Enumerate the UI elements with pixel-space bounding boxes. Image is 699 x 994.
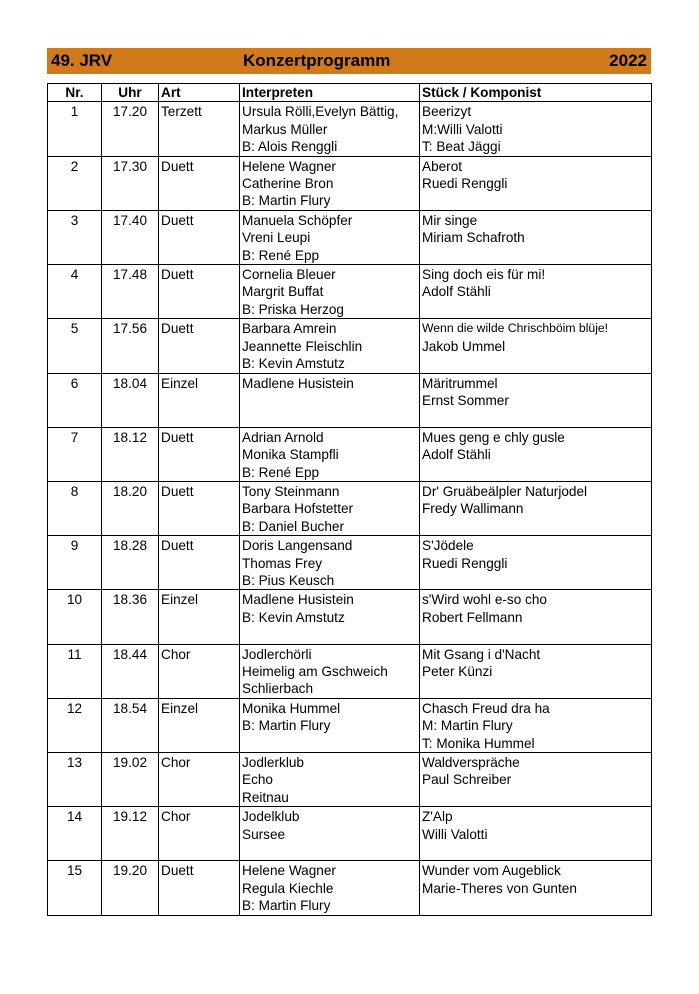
cell-art: Duett bbox=[159, 481, 240, 535]
interpreten-line: B: Kevin Amstutz bbox=[242, 609, 345, 625]
cell-uhr: 17.48 bbox=[102, 265, 159, 319]
cell-uhr: 18.12 bbox=[102, 427, 159, 481]
cell-nr: 15 bbox=[48, 861, 102, 915]
header-title: Konzertprogramm bbox=[243, 51, 391, 70]
cell-nr: 9 bbox=[48, 536, 102, 590]
cell-nr: 1 bbox=[48, 102, 102, 156]
cell-nr: 8 bbox=[48, 481, 102, 535]
cell-nr: 14 bbox=[48, 807, 102, 861]
cell-art: Duett bbox=[159, 210, 240, 264]
interpreten-line: Echo bbox=[242, 772, 273, 788]
stueck-line: Willi Valotti bbox=[422, 826, 488, 842]
interpreten-line: Barbara Hofstetter bbox=[242, 501, 354, 517]
interpreten-line: Jeannette Fleischlin bbox=[242, 338, 363, 354]
stueck-line: Miriam Schafroth bbox=[422, 230, 525, 246]
interpreten-line: Barbara Amrein bbox=[242, 321, 337, 337]
interpreten-line: Schlierbach bbox=[242, 681, 314, 697]
cell-nr: 10 bbox=[48, 590, 102, 644]
stueck-line: Marie-Theres von Gunten bbox=[422, 880, 577, 896]
cell-interpreten bbox=[240, 210, 420, 264]
cell-nr: 3 bbox=[48, 210, 102, 264]
table-row bbox=[48, 481, 652, 535]
table-header-row bbox=[48, 84, 652, 102]
cell-stueck bbox=[420, 644, 652, 698]
cell-art: Chor bbox=[159, 807, 240, 861]
interpreten-line: Ursula Rölli,Evelyn Bättig, bbox=[242, 104, 399, 120]
cell-interpreten bbox=[240, 698, 420, 752]
cell-uhr: 19.02 bbox=[102, 753, 159, 807]
cell-nr: 5 bbox=[48, 319, 102, 373]
stueck-line: Fredy Wallimann bbox=[422, 501, 524, 517]
cell-stueck bbox=[420, 210, 652, 264]
table-row bbox=[48, 753, 652, 807]
interpreten-line: Reitnau bbox=[242, 789, 289, 805]
stueck-line: Ernst Sommer bbox=[422, 392, 509, 408]
stueck-line: Adolf Stähli bbox=[422, 447, 491, 463]
stueck-line: Wenn die wilde Chrischböim blüje! bbox=[422, 321, 609, 336]
stueck-line: Chasch Freud dra ha bbox=[422, 700, 550, 716]
interpreten-line: Monika Hummel bbox=[242, 700, 341, 716]
cell-interpreten bbox=[240, 753, 420, 807]
cell-art: Einzel bbox=[159, 373, 240, 427]
cell-uhr: 18.04 bbox=[102, 373, 159, 427]
cell-interpreten bbox=[240, 807, 420, 861]
cell-stueck bbox=[420, 481, 652, 535]
table-row bbox=[48, 536, 652, 590]
interpreten-line: B: René Epp bbox=[242, 247, 320, 263]
col-header-art: Art bbox=[159, 84, 240, 102]
cell-interpreten bbox=[240, 265, 420, 319]
stueck-line bbox=[422, 680, 649, 697]
interpreten-line: Helene Wagner bbox=[242, 863, 336, 879]
stueck-line: Ruedi Renggli bbox=[422, 176, 508, 192]
cell-uhr: 18.36 bbox=[102, 590, 159, 644]
stueck-line: T: Beat Jäggi bbox=[422, 139, 501, 155]
cell-nr: 6 bbox=[48, 373, 102, 427]
cell-art: Chor bbox=[159, 644, 240, 698]
stueck-line bbox=[422, 789, 649, 806]
interpreten-line: Tony Steinmann bbox=[242, 483, 340, 499]
interpreten-line: Jodlerchörli bbox=[242, 646, 312, 662]
cell-art: Duett bbox=[159, 536, 240, 590]
stueck-line bbox=[422, 572, 649, 589]
interpreten-line: Vreni Leupi bbox=[242, 230, 311, 246]
cell-uhr: 17.20 bbox=[102, 102, 159, 156]
stueck-line: Adolf Stähli bbox=[422, 284, 491, 300]
cell-art: Duett bbox=[159, 265, 240, 319]
stueck-line: s'Wird wohl e-so cho bbox=[422, 592, 547, 608]
cell-stueck bbox=[420, 807, 652, 861]
interpreten-line: B: Pius Keusch bbox=[242, 572, 335, 588]
interpreten-line: Markus Müller bbox=[242, 121, 328, 137]
interpreten-line: Doris Langensand bbox=[242, 538, 353, 554]
cell-art: Duett bbox=[159, 427, 240, 481]
interpreten-line: B: Priska Herzog bbox=[242, 301, 344, 317]
interpreten-line: Manuela Schöpfer bbox=[242, 212, 353, 228]
cell-interpreten bbox=[240, 644, 420, 698]
cell-nr: 11 bbox=[48, 644, 102, 698]
col-header-stueck: Stück / Komponist bbox=[420, 84, 652, 102]
interpreten-line bbox=[242, 626, 417, 643]
stueck-line: Aberot bbox=[422, 158, 463, 174]
cell-art: Chor bbox=[159, 753, 240, 807]
stueck-line: Mit Gsang i d'Nacht bbox=[422, 646, 541, 662]
cell-nr: 7 bbox=[48, 427, 102, 481]
cell-art: Einzel bbox=[159, 698, 240, 752]
cell-uhr: 19.20 bbox=[102, 861, 159, 915]
interpreten-line: Adrian Arnold bbox=[242, 429, 324, 445]
cell-stueck bbox=[420, 373, 652, 427]
cell-nr: 12 bbox=[48, 698, 102, 752]
stueck-line: Ruedi Renggli bbox=[422, 555, 508, 571]
stueck-line: Jakob Ummel bbox=[422, 338, 506, 354]
stueck-line bbox=[422, 301, 649, 318]
interpreten-line: B: Martin Flury bbox=[242, 193, 331, 209]
stueck-line: Peter Künzi bbox=[422, 664, 493, 679]
header-left: 49. JRV bbox=[51, 51, 113, 70]
interpreten-line: Madlene Husistein bbox=[242, 592, 354, 608]
cell-uhr: 18.54 bbox=[102, 698, 159, 752]
stueck-line: Sing doch eis für mi! bbox=[422, 267, 546, 283]
cell-nr: 13 bbox=[48, 753, 102, 807]
stueck-line: Waldverspräche bbox=[422, 755, 520, 771]
cell-art: Duett bbox=[159, 319, 240, 373]
stueck-line bbox=[422, 518, 649, 535]
interpreten-line: Margrit Buffat bbox=[242, 284, 324, 300]
stueck-line: Beerizyt bbox=[422, 104, 472, 120]
cell-interpreten bbox=[240, 156, 420, 210]
cell-uhr: 17.40 bbox=[102, 210, 159, 264]
cell-uhr: 18.28 bbox=[102, 536, 159, 590]
cell-stueck bbox=[420, 590, 652, 644]
table-row bbox=[48, 265, 652, 319]
cell-stueck bbox=[420, 698, 652, 752]
interpreten-line: Thomas Frey bbox=[242, 555, 323, 571]
stueck-line bbox=[422, 897, 649, 914]
header-right: 2022 bbox=[609, 51, 647, 70]
stueck-line: S'Jödele bbox=[422, 538, 474, 554]
cell-interpreten bbox=[240, 319, 420, 373]
interpreten-line: Catherine Bron bbox=[242, 176, 334, 192]
interpreten-line: Heimelig am Gschweich bbox=[242, 664, 388, 679]
stueck-line: Robert Fellmann bbox=[422, 609, 523, 625]
stueck-line bbox=[422, 626, 649, 643]
stueck-line bbox=[422, 464, 649, 481]
cell-stueck bbox=[420, 156, 652, 210]
table-row bbox=[48, 156, 652, 210]
cell-stueck bbox=[420, 536, 652, 590]
cell-art: Terzett bbox=[159, 102, 240, 156]
stueck-line: Märitrummel bbox=[422, 375, 498, 391]
stueck-line: Z'Alp bbox=[422, 809, 453, 825]
interpreten-line: B: Alois Renggli bbox=[242, 139, 338, 155]
cell-art: Einzel bbox=[159, 590, 240, 644]
table-row bbox=[48, 698, 652, 752]
cell-uhr: 17.56 bbox=[102, 319, 159, 373]
interpreten-line bbox=[242, 843, 417, 860]
interpreten-line: Helene Wagner bbox=[242, 158, 336, 174]
table-row bbox=[48, 590, 652, 644]
stueck-line: M:Willi Valotti bbox=[422, 121, 503, 137]
table-row bbox=[48, 102, 652, 156]
interpreten-line bbox=[242, 409, 417, 426]
interpreten-line: B: Martin Flury bbox=[242, 718, 331, 734]
col-header-interpreten: Interpreten bbox=[240, 84, 420, 102]
cell-interpreten bbox=[240, 481, 420, 535]
stueck-line: M: Martin Flury bbox=[422, 718, 513, 734]
cell-uhr: 17.30 bbox=[102, 156, 159, 210]
interpreten-line: Monika Stampfli bbox=[242, 447, 339, 463]
interpreten-line: Regula Kiechle bbox=[242, 880, 334, 896]
interpreten-line: B: Martin Flury bbox=[242, 898, 331, 914]
cell-interpreten bbox=[240, 590, 420, 644]
cell-nr: 4 bbox=[48, 265, 102, 319]
interpreten-line: Jodlerklub bbox=[242, 755, 304, 771]
cell-stueck bbox=[420, 265, 652, 319]
interpreten-line: Madlene Husistein bbox=[242, 375, 354, 391]
cell-stueck bbox=[420, 753, 652, 807]
cell-uhr: 18.20 bbox=[102, 481, 159, 535]
stueck-line bbox=[422, 355, 649, 372]
header-banner bbox=[47, 48, 651, 74]
table-row bbox=[48, 373, 652, 427]
cell-interpreten bbox=[240, 427, 420, 481]
table-row bbox=[48, 427, 652, 481]
interpreten-line: B: René Epp bbox=[242, 464, 320, 480]
cell-stueck bbox=[420, 102, 652, 156]
col-header-nr: Nr. bbox=[48, 84, 102, 102]
cell-stueck bbox=[420, 319, 652, 373]
cell-stueck bbox=[420, 427, 652, 481]
interpreten-line bbox=[242, 392, 417, 409]
cell-interpreten bbox=[240, 536, 420, 590]
stueck-line: Wunder vom Augeblick bbox=[422, 863, 561, 879]
cell-stueck bbox=[420, 861, 652, 915]
program-table bbox=[47, 83, 652, 916]
stueck-line bbox=[422, 409, 649, 426]
interpreten-line: Cornelia Bleuer bbox=[242, 267, 336, 283]
stueck-line: T: Monika Hummel bbox=[422, 735, 535, 751]
stueck-line: Mues geng e chly gusle bbox=[422, 429, 565, 445]
stueck-line: Paul Schreiber bbox=[422, 772, 512, 788]
stueck-line bbox=[422, 247, 649, 264]
interpreten-line: Sursee bbox=[242, 826, 286, 842]
stueck-line bbox=[422, 192, 649, 209]
table-row bbox=[48, 210, 652, 264]
col-header-uhr: Uhr bbox=[102, 84, 159, 102]
cell-interpreten bbox=[240, 102, 420, 156]
cell-interpreten bbox=[240, 373, 420, 427]
cell-nr: 2 bbox=[48, 156, 102, 210]
cell-art: Duett bbox=[159, 156, 240, 210]
stueck-line: Mir singe bbox=[422, 212, 478, 228]
table-row bbox=[48, 644, 652, 698]
interpreten-line: B: Daniel Bucher bbox=[242, 518, 345, 534]
table-row bbox=[48, 807, 652, 861]
interpreten-line: Jodelklub bbox=[242, 809, 300, 825]
table-row bbox=[48, 319, 652, 373]
cell-uhr: 18.44 bbox=[102, 644, 159, 698]
interpreten-line bbox=[242, 735, 417, 752]
cell-uhr: 19.12 bbox=[102, 807, 159, 861]
table-row bbox=[48, 861, 652, 915]
cell-interpreten bbox=[240, 861, 420, 915]
cell-art: Duett bbox=[159, 861, 240, 915]
stueck-line bbox=[422, 843, 649, 860]
interpreten-line: B: Kevin Amstutz bbox=[242, 356, 345, 372]
stueck-line: Dr' Gruäbeälpler Naturjodel bbox=[422, 483, 588, 499]
